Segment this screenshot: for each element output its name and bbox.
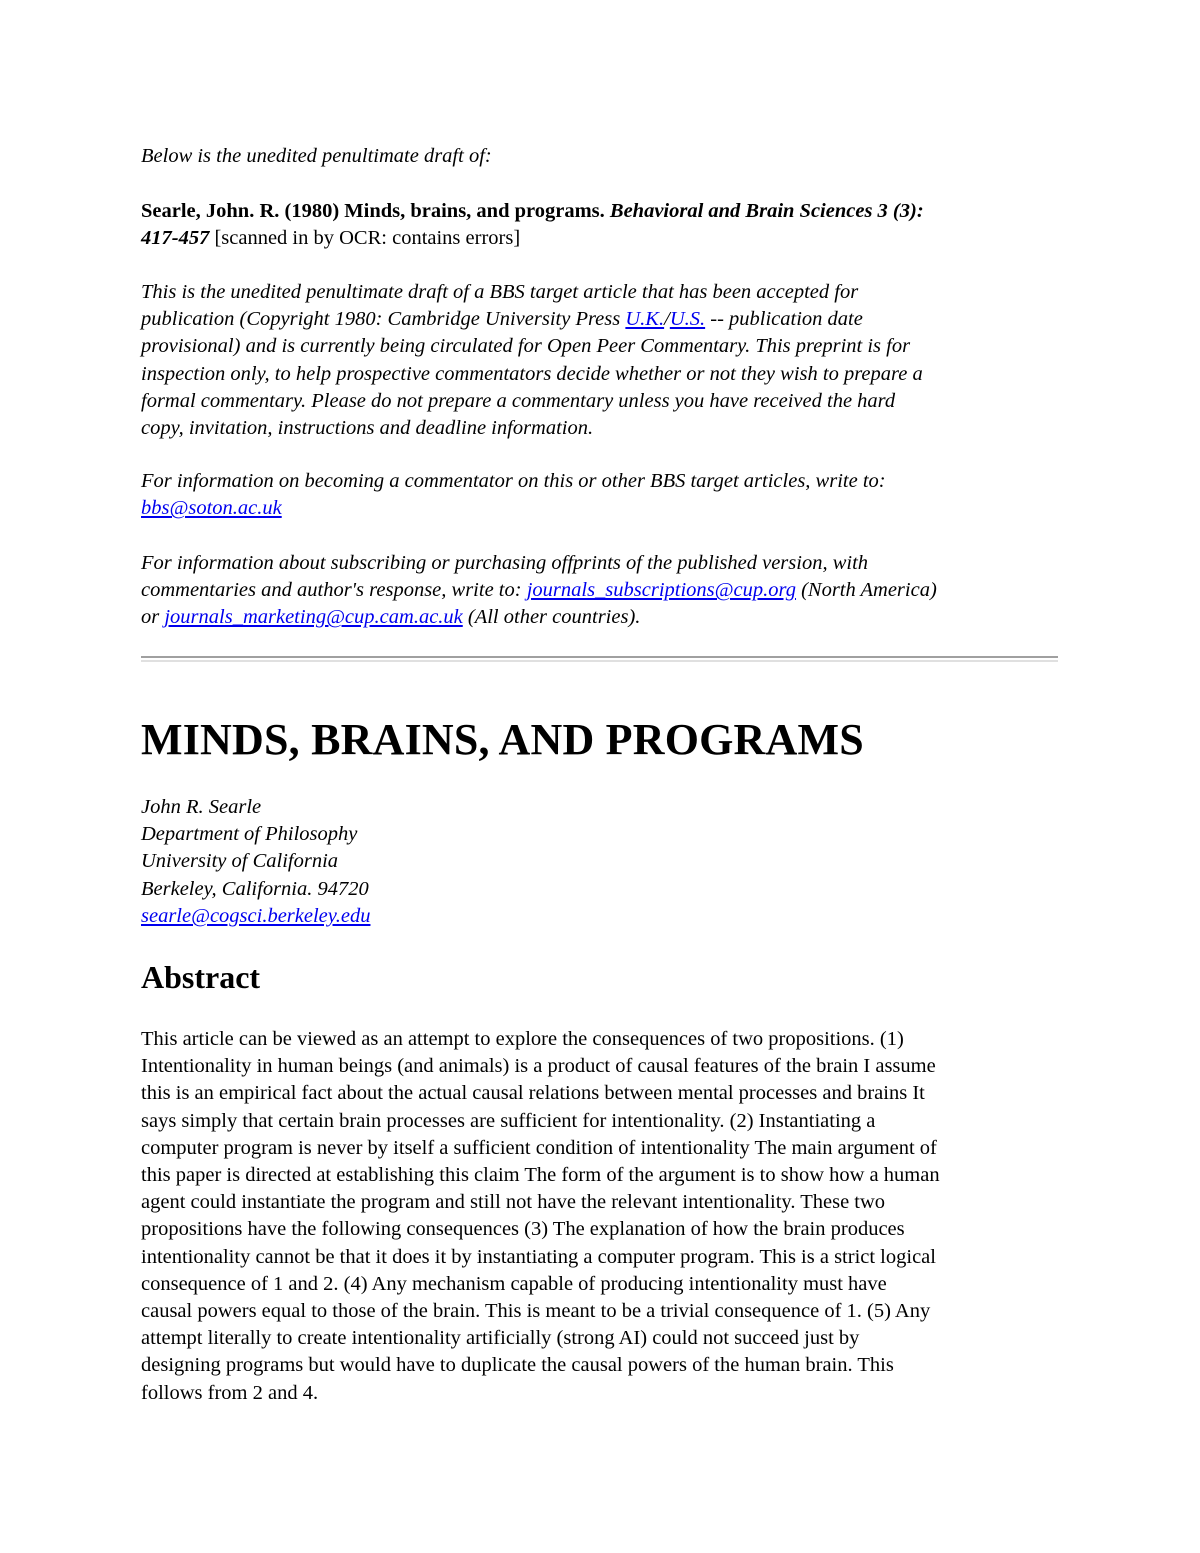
abstract-line: agent could instantiate the program and still not have the relevant intentionality. These two [141,1191,886,1214]
article-title: MINDS, BRAINS, AND PROGRAMS [141,715,864,764]
author-city: Berkeley, California. 94720 [141,877,369,900]
author-department: Department of Philosophy [141,823,358,846]
abstract-line: computer program is never by itself a sufficient condition of intentionality The main argument of [141,1136,937,1159]
abstract-line: consequence of 1 and 2. (4) Any mechanism capable of producing intentionality must have [141,1272,887,1295]
abstract-line: designing programs but would have to duplicate the causal powers of the human brain. This [141,1354,894,1377]
draft-notice: This is the unedited penultimate draft of a BBS target article that has been accepted for publication (Copyright 1980: Cambridge University Press U.K./U.S. -- publication date provisional) and is currently being circulated for Open Peer Commentary. This preprint is for inspection only, to help prospective commentators decide whether or not they wish to prepare a formal commentary. Please do not prepare a commentary unless you have received the hard copy, invitation, instructions and deadline information. [141,281,923,440]
citation [141,198,1061,252]
link-uk[interactable]: U.K. [625,308,665,331]
abstract-line: propositions have the following consequences (3) The explanation of how the brain produces [141,1218,905,1241]
abstract-line: this paper is directed at establishing this claim The form of the argument is to show how a human [141,1164,940,1187]
link-us[interactable]: U.S. [669,308,706,331]
abstract-heading: Abstract [141,959,261,995]
abstract-line: This article can be viewed as an attempt to explore the consequences of two propositions. (1) [141,1028,904,1050]
subscriptions-email-link[interactable]: journals_subscriptions@cup.org [526,579,796,602]
commentator-info: For information on becoming a commentator on this or other BBS target articles, write to: bbs@soton.ac.uk [141,470,886,520]
citation-journal: Behavioral and Brain Sciences 3 (3): [609,200,924,222]
abstract-line: causal powers equal to those of the brain. This is meant to be a trivial consequence of 1. (5) Any [141,1300,931,1323]
horizontal-divider [141,656,1058,662]
abstract-line: says simply that certain brain processes are sufficient for intentionality. (2) Instantiating a [141,1109,876,1132]
citation-pages: 417-457 [141,227,210,250]
abstract-line: this is an empirical fact about the actual causal relations between mental processes and brains It [141,1082,925,1105]
subscription-info: For information about subscribing or purchasing offprints of the published version, with commentaries and author's response, write to: journals_subscriptions@cup.org (North America) or journals_marketing@cup.cam.ac.uk (All other countries). [141,552,937,629]
author-block [141,794,370,930]
abstract-line: intentionality cannot be that it does it by instantiating a computer program. This is a strict logical [141,1245,936,1268]
author-university: University of California [141,850,339,873]
author-email-link[interactable]: searle@cogsci.berkeley.edu [141,904,371,927]
citation-ocr-note: [scanned in by OCR: contains errors] [214,227,521,250]
marketing-email-link[interactable]: journals_marketing@cup.cam.ac.uk [164,606,463,629]
bbs-email-link[interactable]: bbs@soton.ac.uk [141,497,282,520]
abstract-line: Intentionality in human beings (and animals) is a product of causal features of the brain I assume [141,1055,936,1078]
intro-line: Below is the unedited penultimate draft of: [141,145,492,167]
abstract-body [141,1026,1061,1407]
citation-authors-title: Searle, John. R. (1980) Minds, brains, and programs. [141,200,605,222]
abstract-line: attempt literally to create intentionality artificially (strong AI) could not succeed just by [141,1327,860,1350]
author-name: John R. Searle [141,796,262,818]
abstract-line: follows from 2 and 4. [141,1381,319,1404]
